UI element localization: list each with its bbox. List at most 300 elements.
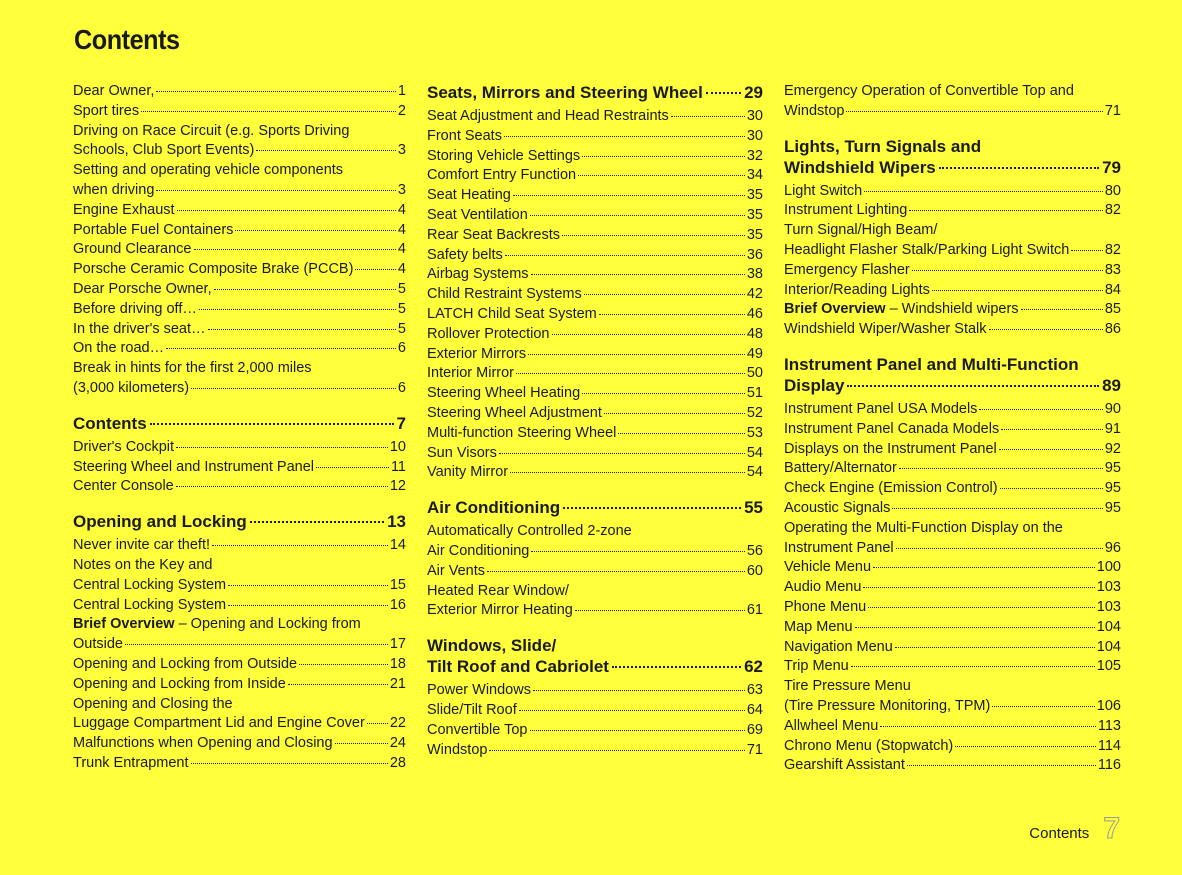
dot-leader [880,726,1096,727]
dot-leader [1071,250,1103,251]
section-title: Air Conditioning [427,498,561,518]
toc-entry-text: Vehicle Menu [784,559,872,576]
dot-leader [912,270,1103,271]
section-heading[interactable] [784,136,1121,178]
dot-leader [250,521,384,523]
toc-entry[interactable] [73,280,406,300]
page-ref: 14 [389,537,406,554]
page-ref: 103 [1096,598,1121,615]
toc-entry-line [73,615,406,635]
toc-entry-text: Emergency Flasher [784,261,910,278]
dot-leader [489,750,744,751]
dot-leader [999,449,1103,450]
section-heading[interactable] [784,354,1121,396]
toc-entry[interactable] [784,241,1121,261]
dot-leader [899,468,1103,469]
toc-entry-text: Windshield Wiper/Washer Stalk [784,321,987,338]
dot-leader [528,354,745,355]
toc-entry-text: Displays on the Instrument Panel [784,440,997,457]
page-ref: 30 [746,127,763,144]
toc-entry[interactable] [784,300,1121,320]
dot-leader [563,507,741,509]
toc-entry[interactable] [73,458,406,478]
toc-entry-text: In the driver's seat… [73,320,206,337]
toc-entry[interactable] [427,701,763,721]
toc-entry[interactable] [427,325,763,345]
toc-entry-text: Ground Clearance [73,241,192,258]
toc-entry[interactable] [73,300,406,320]
toc-column-3 [784,82,1121,776]
toc-entry-text: Instrument Panel Canada Models [784,420,1000,437]
page-ref: 106 [1096,697,1121,714]
page-ref: 84 [1104,281,1121,298]
toc-entry-text: Central Locking System [73,576,227,593]
page-ref: 92 [1104,440,1121,457]
dot-leader [531,274,745,275]
section-page-ref: 55 [744,498,763,518]
toc-entry-text: Exterior Mirrors [427,345,527,362]
toc-entry[interactable] [784,717,1121,737]
dot-leader [895,647,1095,648]
dot-leader [513,195,745,196]
toc-entry[interactable] [784,598,1121,618]
dot-leader [156,190,396,191]
toc-entry[interactable] [784,756,1121,776]
page-ref: 38 [746,266,763,283]
toc-entry[interactable] [784,657,1121,677]
toc-entry-text: Vanity Mirror [427,464,509,481]
toc-entry-text: Driving on Race Circuit (e.g. Sports Driving [73,122,350,139]
toc-entry-line [73,122,406,142]
toc-entry[interactable] [427,444,763,464]
toc-entry[interactable] [784,102,1121,122]
toc-entry[interactable] [73,260,406,280]
toc-entry-text: Steering Wheel Heating [427,385,581,402]
page-ref: 30 [746,108,763,124]
toc-entry-text: Driver's Cockpit [73,438,175,455]
toc-entry[interactable] [784,400,1121,420]
section-heading-row [427,82,763,103]
toc-entry-text: Airbag Systems [427,266,529,283]
page-ref: 5 [397,280,406,297]
toc-entry-line [73,161,406,181]
toc-entry[interactable] [427,166,763,186]
toc-entry-text: LATCH Child Seat System [427,305,597,322]
dot-leader [892,508,1102,509]
toc-entry-text: Interior/Reading Lights [784,281,930,298]
toc-entry[interactable] [427,186,763,206]
toc-entry-text: Storing Vehicle Settings [427,147,581,164]
toc-entry-text: Opening and Locking from Inside [73,675,286,692]
page-ref: 51 [746,385,763,402]
toc-entry-text: – Opening and Locking from [174,616,361,633]
page-ref: 3 [397,142,406,159]
toc-entry-text: (Tire Pressure Monitoring, TPM) [784,697,991,714]
toc-entry-text: Headlight Flasher Stalk/Parking Light Switch [784,241,1070,258]
section-heading[interactable] [427,635,763,677]
toc-entry-line [73,556,406,576]
toc-entry[interactable] [73,438,406,458]
toc-entry-text: Seat Ventilation [427,206,528,223]
toc-entry[interactable] [427,463,763,483]
page-ref: 28 [389,754,406,771]
section-page-ref: 79 [1102,157,1121,177]
toc-entry[interactable] [427,226,763,246]
toc-entry-text: Multi-function Steering Wheel [427,424,617,441]
dot-leader [907,765,1096,766]
toc-entry[interactable] [784,281,1121,301]
dot-leader [235,230,396,231]
toc-entry-text: Heated Rear Window/ [427,582,569,599]
page-ref: 82 [1104,241,1121,258]
dot-leader [855,627,1095,628]
toc-entry[interactable] [427,206,763,226]
dot-leader [176,447,388,448]
toc-entry-text: Tire Pressure Menu [784,678,911,695]
dot-leader [612,666,741,668]
toc-entry-line [427,582,763,602]
toc-entry[interactable] [73,754,406,774]
toc-entry[interactable] [427,384,763,404]
page-ref: 46 [746,305,763,322]
page-ref: 64 [746,701,763,718]
toc-column-1 [73,82,406,774]
page-ref: 2 [397,102,406,119]
toc-entry[interactable] [73,181,406,201]
toc-entry[interactable] [784,261,1121,281]
toc-entry-text: Never invite car theft! [73,537,210,554]
toc-entry-text: Check Engine (Emission Control) [784,480,998,497]
toc-entry-text: Battery/Alternator [784,460,897,477]
toc-entry-bold-label: Brief Overview [73,616,175,633]
section-heading[interactable] [427,497,763,518]
toc-entry[interactable] [784,558,1121,578]
toc-entry[interactable] [784,638,1121,658]
toc-entry[interactable] [73,141,406,161]
dot-leader [582,393,745,394]
toc-entry-text: when driving [73,181,155,198]
page-ref: 104 [1096,618,1121,635]
toc-entry-text: Interior Mirror [427,365,515,382]
footer-section-label: Contents [1029,825,1090,842]
dot-leader [582,156,745,157]
dot-leader [191,763,388,764]
toc-entry-text: On the road… [73,340,165,357]
dot-leader [288,684,388,685]
toc-entry-text: Slide/Tilt Roof [427,701,517,718]
toc-entry-text: Gearshift Assistant [784,757,905,774]
toc-entry-line [427,522,763,542]
toc-entry-text: Map Menu [784,618,853,635]
toc-entry[interactable] [427,127,763,147]
toc-entry-text: Automatically Controlled 2-zone [427,523,632,540]
section-title: Tilt Roof and Cabriolet [427,657,609,677]
toc-entry-text: Comfort Entry Function [427,167,577,184]
page-ref: 103 [1096,579,1121,596]
toc-entry-line [73,695,406,715]
page-ref: 95 [1104,460,1121,477]
dot-leader [1021,309,1103,310]
toc-entry-text: Chrono Menu (Stopwatch) [784,737,954,754]
toc-entry[interactable] [784,479,1121,499]
page-ref: 95 [1104,499,1121,516]
page-ref: 35 [746,226,763,243]
toc-entry-text: Safety belts [427,246,503,263]
toc-entry[interactable] [784,440,1121,460]
toc-entry-text: Notes on the Key and [73,556,213,573]
page-ref: 95 [1104,480,1121,497]
page-ref: 82 [1104,202,1121,219]
toc-entry[interactable] [427,741,763,761]
toc-entry-text: Dear Owner, [73,83,155,99]
dot-leader [355,269,396,270]
page-ref: 36 [746,246,763,263]
toc-entry[interactable] [427,601,763,621]
page-ref: 80 [1104,182,1121,199]
page-ref: 116 [1097,757,1121,774]
toc-entry-line [784,519,1121,539]
toc-entry-text: Instrument Panel [784,539,894,556]
page-ref: 91 [1104,420,1121,437]
page-ref: 100 [1096,559,1121,576]
page-ref: 6 [397,340,406,357]
section-heading-row [784,375,1121,396]
page-ref: 96 [1104,539,1121,556]
page-ref: 61 [746,602,763,619]
toc-entry[interactable] [427,107,763,127]
toc-entry-text: Trunk Entrapment [73,754,189,771]
toc-entry-text: Power Windows [427,682,531,699]
page-ref: 90 [1104,400,1121,417]
toc-entry[interactable] [73,714,406,734]
dot-leader [316,467,389,468]
toc-entry[interactable] [73,536,406,556]
toc-entry-text: Central Locking System [73,596,227,613]
dot-leader [141,111,396,112]
section-heading[interactable] [73,511,406,532]
toc-entry-text: Emergency Operation of Convertible Top and [784,83,1074,99]
section-page-ref: 89 [1102,375,1121,395]
dot-leader [194,249,396,250]
dot-leader [575,610,745,611]
page-number: 7 [1103,812,1120,845]
toc-entry[interactable] [427,364,763,384]
dot-leader [533,690,745,691]
dot-leader [256,150,396,151]
page-ref: 104 [1096,638,1121,655]
toc-entry-text: Trip Menu [784,658,849,675]
toc-entry[interactable] [73,320,406,340]
dot-leader [1000,488,1103,489]
toc-entry-text: (3,000 kilometers) [73,379,190,396]
toc-entry-text: Opening and Locking from Outside [73,655,298,672]
dot-leader [199,309,396,310]
toc-entry-subtext: – Windshield wipers [885,301,1019,318]
toc-entry-text: Instrument Lighting [784,202,908,219]
page-ref: 10 [389,438,406,455]
dot-leader [166,348,396,349]
dot-leader [618,433,744,434]
toc-entry[interactable] [784,578,1121,598]
toc-entry-text: Instrument Panel USA Models [784,400,978,417]
page-ref: 6 [397,379,406,396]
section-heading-row [73,511,406,532]
toc-entry-line [784,677,1121,697]
toc-entry-text: Before driving off… [73,300,197,317]
dot-leader [505,255,745,256]
page-ref: 49 [746,345,763,362]
page-ref: 32 [746,147,763,164]
dot-leader [176,486,388,487]
toc-entry[interactable] [427,345,763,365]
page-ref: 85 [1104,301,1121,318]
toc-entry[interactable] [427,305,763,325]
toc-entry[interactable] [73,221,406,241]
dot-leader [228,585,388,586]
toc-entry[interactable] [784,182,1121,202]
toc-entry[interactable] [427,265,763,285]
dot-leader [519,710,745,711]
toc-entry-text: Operating the Multi-Function Display on the [784,519,1063,536]
toc-entry-text: Windstop [784,102,845,119]
dot-leader [846,111,1102,112]
dot-leader [939,167,1099,169]
dot-leader [604,413,745,414]
section-page-ref: 13 [387,512,406,532]
dot-leader [989,329,1103,330]
toc-entry-text: Portable Fuel Containers [73,221,234,238]
toc-entry[interactable] [784,320,1121,340]
toc-entry[interactable] [427,285,763,305]
toc-entry[interactable] [73,675,406,695]
toc-entry-text: Navigation Menu [784,638,893,655]
toc-entry[interactable] [73,102,406,122]
toc-entry-text: Engine Exhaust [73,201,175,218]
toc-entry[interactable] [73,379,406,399]
section-heading-row [427,497,763,518]
page-ref: 4 [397,261,406,278]
toc-entry-text: Luggage Compartment Lid and Engine Cover [73,715,365,732]
toc-entry[interactable] [784,420,1121,440]
toc-entry-text: Audio Menu [784,579,862,596]
page-ref: 54 [746,444,763,461]
page-ref: 69 [746,721,763,738]
toc-column-2 [427,82,763,760]
dot-leader [367,723,388,724]
page-ref: 5 [397,320,406,337]
page-ref: 15 [389,576,406,593]
dot-leader [530,730,745,731]
section-heading-row [427,656,763,677]
page-ref: 53 [746,424,763,441]
dot-leader [909,210,1103,211]
page-ref: 63 [746,682,763,699]
toc-entry[interactable] [73,240,406,260]
page-ref: 12 [389,478,406,495]
dot-leader [873,567,1095,568]
page-ref: 48 [746,325,763,342]
page-ref: 18 [389,655,406,672]
toc-entry[interactable] [73,82,406,102]
toc-entry[interactable] [784,201,1121,221]
dot-leader [562,235,745,236]
dot-leader [530,215,745,216]
toc-entry-text: Exterior Mirror Heating [427,602,573,619]
section-heading-line: Windows, Slide/ [427,636,557,656]
section-heading-line: Instrument Panel and Multi-Function [784,354,1079,374]
toc-entry-text: Air Conditioning [427,542,530,559]
toc-entry[interactable] [784,459,1121,479]
toc-entry[interactable] [427,542,763,562]
toc-entry-text: Rollover Protection [427,325,550,342]
dot-leader [156,91,396,92]
toc-entry-text: Seat Adjustment and Head Restraints [427,108,669,124]
toc-entry[interactable] [784,737,1121,757]
page-ref: 3 [397,181,406,198]
toc-entry[interactable] [73,635,406,655]
toc-entry-text: Center Console [73,478,174,495]
page-ref: 86 [1104,321,1121,338]
toc-entry-text: Rear Seat Backrests [427,226,560,243]
dot-leader [896,548,1103,549]
dot-leader [706,92,741,94]
page-ref: 52 [746,404,763,421]
toc-entry-text: Turn Signal/High Beam/ [784,222,938,239]
section-title: Display [784,375,845,395]
section-page-ref: 7 [396,413,406,433]
dot-leader [847,385,1099,387]
toc-entry[interactable] [427,246,763,266]
toc-entry[interactable] [427,147,763,167]
toc-entry[interactable] [73,477,406,497]
toc-entry[interactable] [73,339,406,359]
toc-entry[interactable] [73,576,406,596]
toc-entry[interactable] [73,201,406,221]
toc-entry[interactable] [73,734,406,754]
toc-entry[interactable] [427,404,763,424]
page-ref: 60 [746,562,763,579]
page-ref: 4 [397,201,406,218]
section-page-ref: 29 [744,83,763,102]
dot-leader [868,607,1095,608]
dot-leader [578,175,745,176]
section-heading[interactable] [73,413,406,434]
dot-leader [510,472,745,473]
dot-leader [516,373,745,374]
toc-entry[interactable] [784,499,1121,519]
section-heading[interactable] [427,82,763,103]
section-title: Opening and Locking [73,512,247,532]
toc-entry[interactable] [73,596,406,616]
toc-entry[interactable] [427,681,763,701]
dot-leader [851,666,1095,667]
dot-leader [979,409,1102,410]
dot-leader [863,587,1094,588]
toc-entry[interactable] [73,655,406,675]
page-ref: 114 [1097,737,1121,754]
toc-entry[interactable] [784,697,1121,717]
toc-entry-text: Sport tires [73,102,140,119]
toc-entry-text: Front Seats [427,127,502,144]
page-ref: 71 [1104,102,1121,119]
toc-entry[interactable] [427,721,763,741]
section-title: Seats, Mirrors and Steering Wheel [427,83,703,102]
toc-entry[interactable] [427,424,763,444]
toc-entry[interactable] [784,618,1121,638]
toc-entry[interactable] [784,539,1121,559]
toc-entry[interactable] [427,562,763,582]
page-ref: 54 [746,464,763,481]
